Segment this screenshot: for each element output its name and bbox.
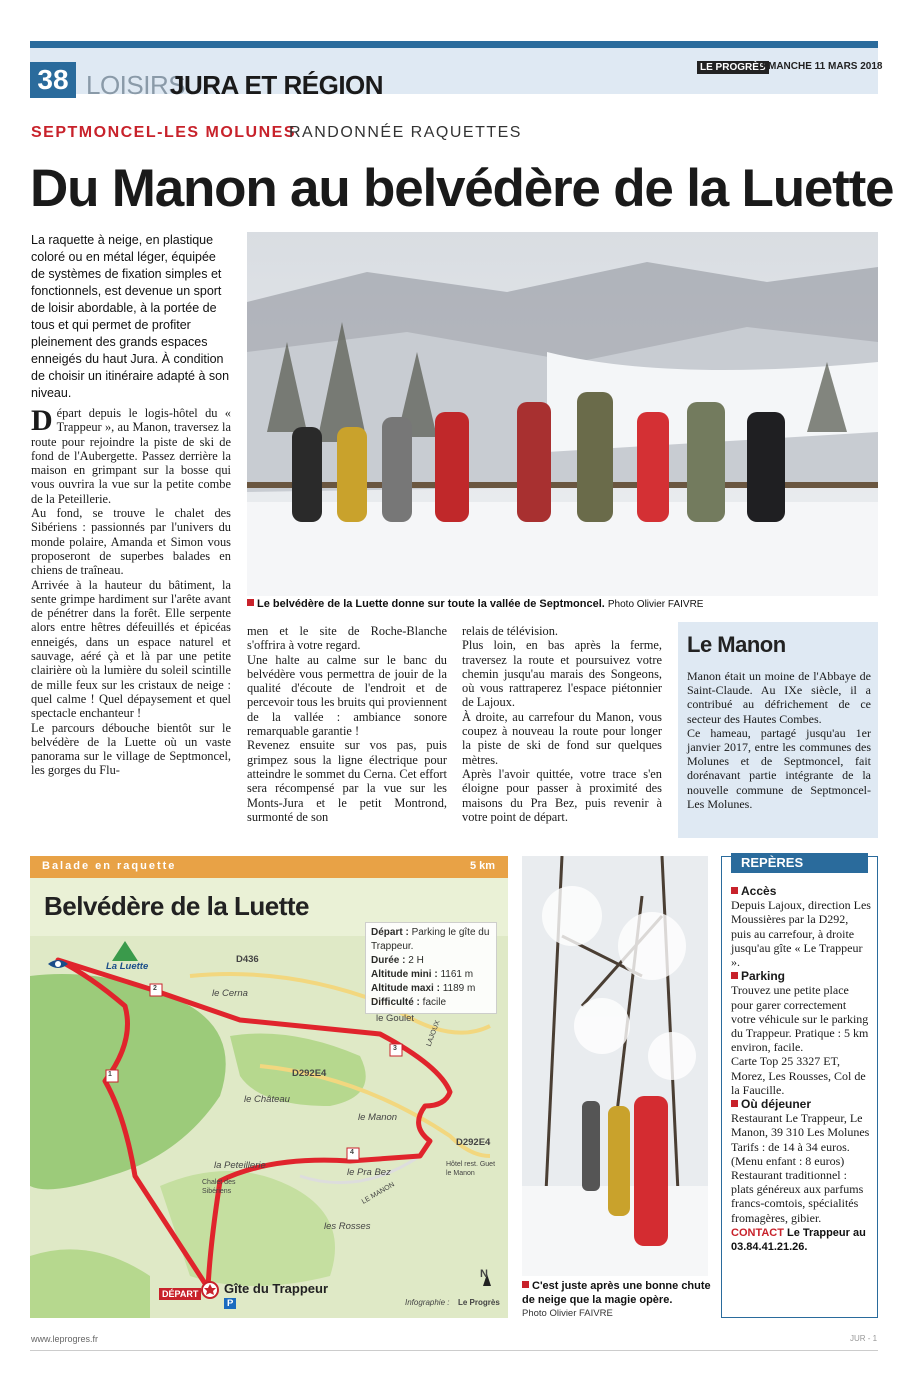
map-label-d436: D436	[236, 954, 259, 965]
paragraph: Manon était un moine de l'Abbaye de Saint-Claude. Au IXe siècle, il a contribué au défrichement de ce secteur des Hautes Combes.	[687, 669, 871, 726]
info-value: Parking le gîte du Trappeur.	[371, 927, 490, 952]
hiker-red	[634, 1096, 668, 1246]
info-label: Départ :	[371, 927, 409, 938]
paragraph: Ce hameau, partagé jusqu'au 1er janvier 2017, entre les communes des Molunes et de Septmoncel, fait dorénavant partie intégrante de la nouvelle commune de Septmoncel-Les Molunes.	[687, 725, 871, 811]
bullet-square-icon	[247, 599, 254, 606]
sidebox-text	[687, 669, 871, 811]
map-label-manon: le Manon	[358, 1112, 398, 1123]
paragraph: Carte Top 25 3327 ET, Morez, Les Rousses, Col de la Faucille.	[731, 1054, 866, 1097]
paragraph: Le parcours débouche bientôt sur le belvédère de la Luette où un vaste panorama sur le village de Septmoncel, les gorges du Flu-	[31, 720, 231, 778]
map-label-prabez: le Pra Bez	[347, 1167, 391, 1178]
info-label: Difficulté :	[371, 997, 420, 1008]
sidebox-title: Le Manon	[687, 632, 786, 657]
waypoint-2: 2	[153, 985, 157, 992]
photo-credit: Photo Olivier FAIVRE	[607, 599, 704, 610]
map-label-hotel: Hôtel rest. Guet le Manon	[446, 1161, 496, 1177]
drop-cap: D	[31, 404, 53, 437]
footer-code: JUR - 1	[850, 1334, 878, 1343]
second-photo-caption	[522, 1279, 712, 1307]
info-label: Durée :	[371, 955, 406, 966]
map-label-peteillerie: la Peteillerie	[214, 1160, 266, 1171]
paragraph: Arrivée à la hauteur du bâtiment, la sente grimpe hardiment sur l'arête avant de pénétrer dans la forêt. Elle serpente alors entre hêtres défeuillés et épicéas enneigés, dans un espace naturel et sauvage, aéré çà et là par une petite clairière où la lumière du soleil scintille de mille feux sur les cristaux de neige : quel calme ! Quel dépaysement et quel spectacle enchanteur !	[31, 577, 231, 721]
map-label-lajoux: LAJOUX	[425, 1019, 442, 1048]
info-value: 2 H	[408, 955, 424, 966]
contact-value: Le Trappeur au 03.84.41.21.26.	[731, 1226, 866, 1254]
reperes-subhead: Parking	[741, 969, 786, 984]
info-label: Altitude mini :	[371, 969, 438, 980]
reperes-subhead: Où déjeuner	[741, 1097, 812, 1112]
depart-badge: DÉPART	[159, 1288, 201, 1300]
info-value: 1189 m	[442, 983, 476, 994]
paragraph	[31, 406, 231, 506]
route-info-box	[365, 922, 497, 1014]
bullet-square-icon	[522, 1281, 529, 1288]
section-name: LOISIRS	[86, 70, 186, 100]
map-label-chateau: le Château	[244, 1094, 290, 1105]
paragraph: Au fond, se trouve le chalet des Sibériens : passionnés par l'univers du monde polaire, Amanda et Simon vous proposeront de superbes balades en chiens de traîneau.	[31, 506, 231, 578]
page-number: 38	[30, 62, 76, 98]
map-label-d292e4: D292E4	[292, 1068, 327, 1079]
reperes-title: REPÈRES	[731, 853, 868, 873]
map-label-chalet: Chalet des Sibériens	[202, 1179, 236, 1195]
parking-icon: P	[224, 1298, 236, 1309]
contact-label: CONTACT	[731, 1226, 784, 1239]
paragraph: Restaurant Le Trappeur, Le Manon, 39 310 Les Molunes Tarifs : de 14 à 34 euros. (Menu enfant : 8 euros) Restaurant traditionnel : plats généreux aux parfums francs-comtois, spécialités fromagères, gibier.	[731, 1111, 870, 1225]
waypoint-3: 3	[393, 1045, 397, 1052]
north-label: N	[480, 1268, 488, 1280]
map-label-gite: Gîte du Trappeur	[224, 1281, 329, 1296]
info-value: 1161 m	[440, 969, 474, 980]
main-photo-caption	[247, 598, 703, 610]
map-header-label: Balade en raquette	[42, 860, 177, 872]
map-credit-name: Le Progrès	[458, 1298, 500, 1307]
newspaper-logo: LE PROGRÈS	[697, 61, 769, 74]
second-photo	[522, 856, 708, 1276]
map-label-rosses: les Rosses	[324, 1221, 371, 1232]
map-label-d292e4-east: D292E4	[456, 1137, 491, 1148]
info-label: Altitude maxi :	[371, 983, 440, 994]
paragraph: relais de télévision.	[462, 624, 558, 638]
article-headline: Du Manon au belvédère de la Luette	[30, 159, 894, 218]
main-photo	[247, 232, 878, 596]
footer-site: www.leprogres.fr	[31, 1334, 99, 1344]
article-column-1	[31, 406, 231, 778]
paragraph: Après l'avoir quittée, votre trace s'en éloigne pour passer à proximité des maisons du Pra Bez, puis revenir à votre point de départ.	[462, 766, 662, 824]
map-label-road-manon: LE MANON	[360, 1181, 396, 1206]
contact-line	[731, 1225, 871, 1253]
waypoint-4: 4	[350, 1149, 354, 1156]
bullet-square-icon	[731, 1100, 738, 1107]
map-credit-prefix: Infographie :	[405, 1298, 450, 1307]
paragraph: Trouvez une petite place pour garer correctement votre véhicule sur le parking du Trappeur. Pratique : 5 km environ, facile.	[731, 983, 869, 1055]
header-top-bar	[30, 41, 878, 48]
paragraph: À droite, au carrefour du Manon, vous coupez à nouveau la route pour longer la piste de ski de fond sur quelques mètres.	[462, 709, 662, 767]
info-value: facile	[422, 997, 447, 1008]
map-title: Belvédère de la Luette	[44, 891, 309, 921]
kicker-location: SEPTMONCEL-LES MOLUNES	[31, 124, 297, 141]
map-label-luette: La Luette	[106, 961, 149, 972]
second-photo-credit: Photo Olivier FAIVRE	[522, 1308, 613, 1319]
footer-divider	[30, 1350, 878, 1351]
issue-date: DIMANCHE 11 MARS 2018	[758, 61, 883, 72]
reperes-text	[731, 884, 871, 1253]
map-distance: 5 km	[470, 860, 496, 872]
region-name: JURA ET RÉGION	[170, 70, 384, 100]
map-label-goulet: le Goulet	[376, 1013, 415, 1024]
paragraph: men et le site de Roche-Blanche s'offrira à votre regard.	[247, 624, 447, 653]
article-lead: La raquette à neige, en plastique coloré ou en métal léger, équipée de systèmes de fixation simples et fonctionnels, est devenue un sport de loisir abordable, à la portée de tous et qui permet de profiter pleinement des grands espaces enneigés du haut Jura. À condition de choisir un itinéraire adapté à son niveau.	[31, 233, 230, 400]
article-column-3	[462, 624, 662, 824]
paragraph: Une halte au calme sur le banc du belvédère vous permettra de jouir de la qualité d'écoute de l'endroit et de percevoir tous les bruits qui proviennent de la vallée : ambiance sonore remarquable garantie !	[247, 652, 447, 739]
paragraph: Revenez ensuite sur vos pas, puis grimpez sous la ligne électrique pour atteindre le sommet du Cerna. Cet effort sera récompensé par la vue sur les Monts-Jura et le petit Montrond, surmonté de son	[247, 738, 447, 824]
caption-text: Le belvédère de la Luette donne sur toute la vallée de Septmoncel.	[257, 598, 605, 610]
bullet-square-icon	[731, 972, 738, 979]
waypoint-1: 1	[108, 1071, 112, 1078]
article-column-2	[247, 624, 447, 824]
paragraph-text: épart depuis le logis-hôtel du « Trappeur », au Manon, traversez la route pour rejoindre la piste de ski de fond de l'Aubergette. Passez derrière la maison en grimpant sur la bosse qui vous ouvrira la vue sur la petite combe de la Peteillerie.	[31, 406, 231, 506]
reperes-subhead: Accès	[741, 884, 777, 898]
paragraph: Plus loin, en bas après la ferme, traversez la route et poursuivez votre chemin jusqu'au marais des Songeons, où vous rattraperez l'espace piétonnier de Lajoux.	[462, 638, 662, 710]
caption-text: C'est juste après une bonne chute de neige que la magie opère.	[522, 1280, 711, 1306]
paragraph: Depuis Lajoux, direction Les Moussières par la D292, puis au carrefour, à droite jusqu'au gîte « Le Trappeur ».	[731, 898, 871, 970]
bullet-square-icon	[731, 887, 738, 894]
kicker-topic: RANDONNÉE RAQUETTES	[289, 124, 522, 141]
map-label-cerna: le Cerna	[212, 988, 248, 999]
